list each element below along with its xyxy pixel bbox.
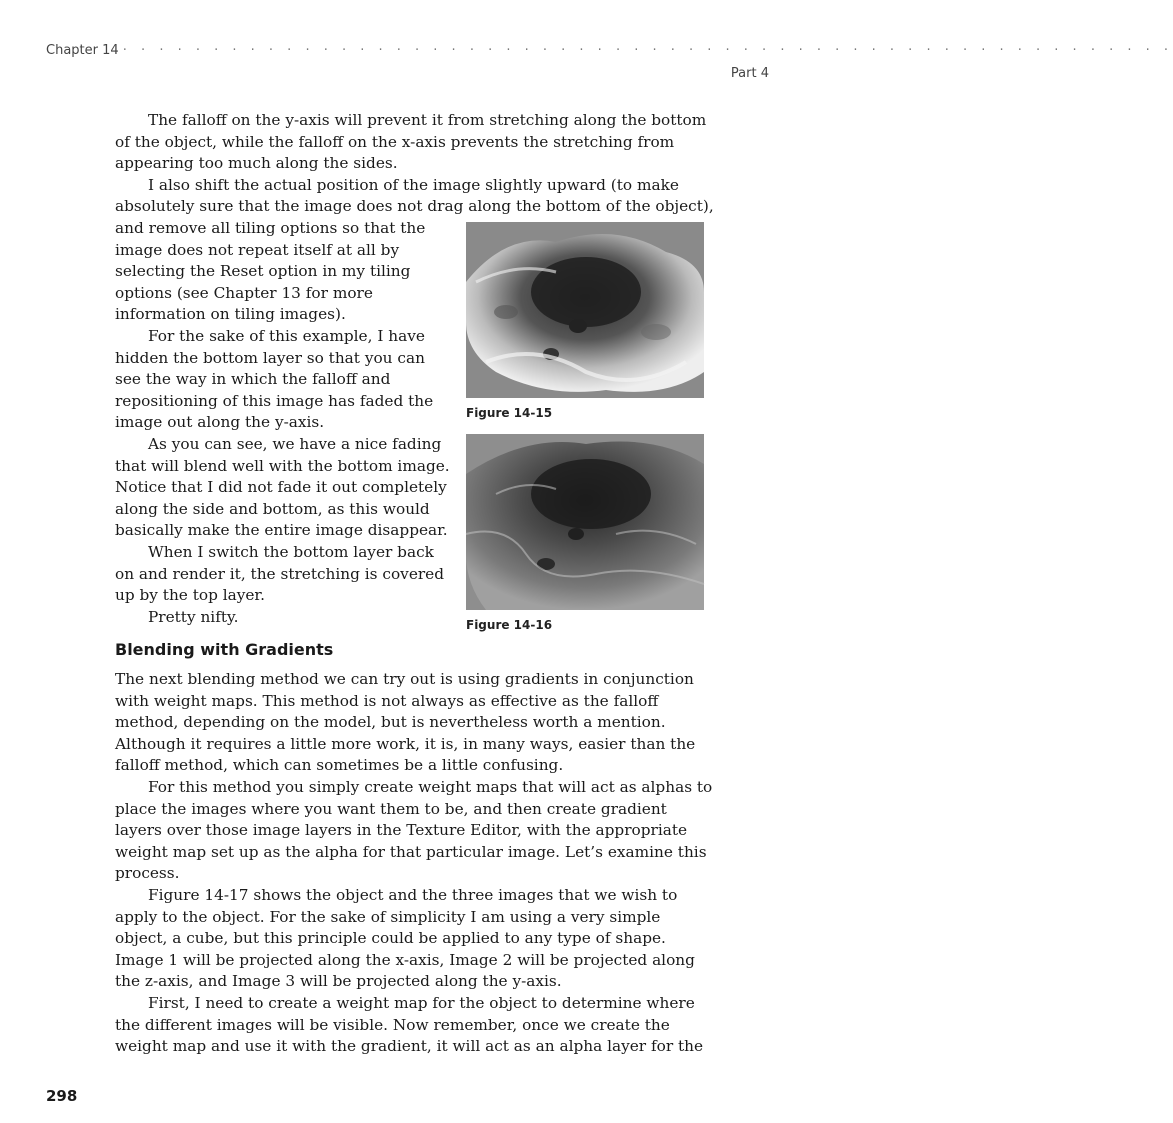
figure-caption: Figure 14-15 [466, 406, 553, 420]
figure-14-16-image [466, 434, 704, 610]
chapter-label: Chapter 14 [46, 43, 119, 58]
paragraph: As you can see, we have a nice fading that will blend well with the bottom image. Notice that I did not fade it out completely along the side and bottom, as this would basically make the entire image disappear. [115, 434, 450, 540]
paragraph: When I switch the bottom layer back on and render it, the stretching is covered up by the top layer. [115, 542, 445, 605]
page-number: 298 [46, 1087, 78, 1105]
paragraph: For this method you simply create weight maps that will act as alphas to place the images where you want them to be, and then create gradient layers over those image layers in the Texture Editor, with the appropriate weight map set up as the alpha for that particular image. Let’s examine this process. [115, 777, 713, 883]
paragraph: First, I need to create a weight map for the object to determine where the different images will be visible. Now remember, once we create the weight map and use it with the gradient, it will act as an alpha layer for the [115, 993, 704, 1056]
section-heading: Blending with Gradients [115, 640, 334, 659]
wrapped-text-column [115, 218, 455, 628]
paragraph: The next blending method we can try out is using gradients in conjunction with weight maps. This method is not always as effective as the falloff method, depending on the model, but is nevertheless worth a mention. Although it requires a little more work, it is, in many ways, easier than the falloff method, which can sometimes be a little confusing. [115, 670, 696, 775]
section-text [115, 669, 715, 1058]
leader-dots: · · · · · · · · · · · · · · · · · · · · · · · · · · · · · · · · · · · · · · · · · · · · · · · · · · · · · · · · · · [122, 43, 1173, 58]
intro-text [115, 110, 715, 218]
figure-14-15-image [466, 222, 704, 398]
running-header [46, 43, 1173, 63]
paragraph: For the sake of this example, I have hidden the bottom layer so that you can see the way in which the falloff and repositioning of this image has faded the image out along the y-axis. [115, 326, 434, 432]
paragraph: The falloff on the y-axis will prevent it from stretching along the bottom of the object, while the falloff on the x-axis prevents the stretching from appearing too much along the sides. [115, 111, 707, 173]
paragraph: and remove all tiling options so that the image does not repeat itself at all by selecting the Reset option in my tiling options (see Chapter 13 for more information on tiling images). [115, 219, 426, 324]
paragraph: Pretty nifty. [148, 607, 239, 626]
part-label: Part 4 [730, 66, 769, 81]
paragraph: Figure 14-17 shows the object and the three images that we wish to apply to the object. For the sake of simplicity I am using a very simple object, a cube, but this principle could be applied to any type of shape. Image 1 will be projected along the x-axis, Image 2 will be projected along the z-axis, and Image 3 will be projected along the y-axis. [115, 885, 695, 991]
paragraph: I also shift the actual position of the image slightly upward (to make absolutely sure that the image does not drag along the bottom of the object), [115, 175, 714, 216]
figure-caption: Figure 14-16 [466, 618, 553, 632]
